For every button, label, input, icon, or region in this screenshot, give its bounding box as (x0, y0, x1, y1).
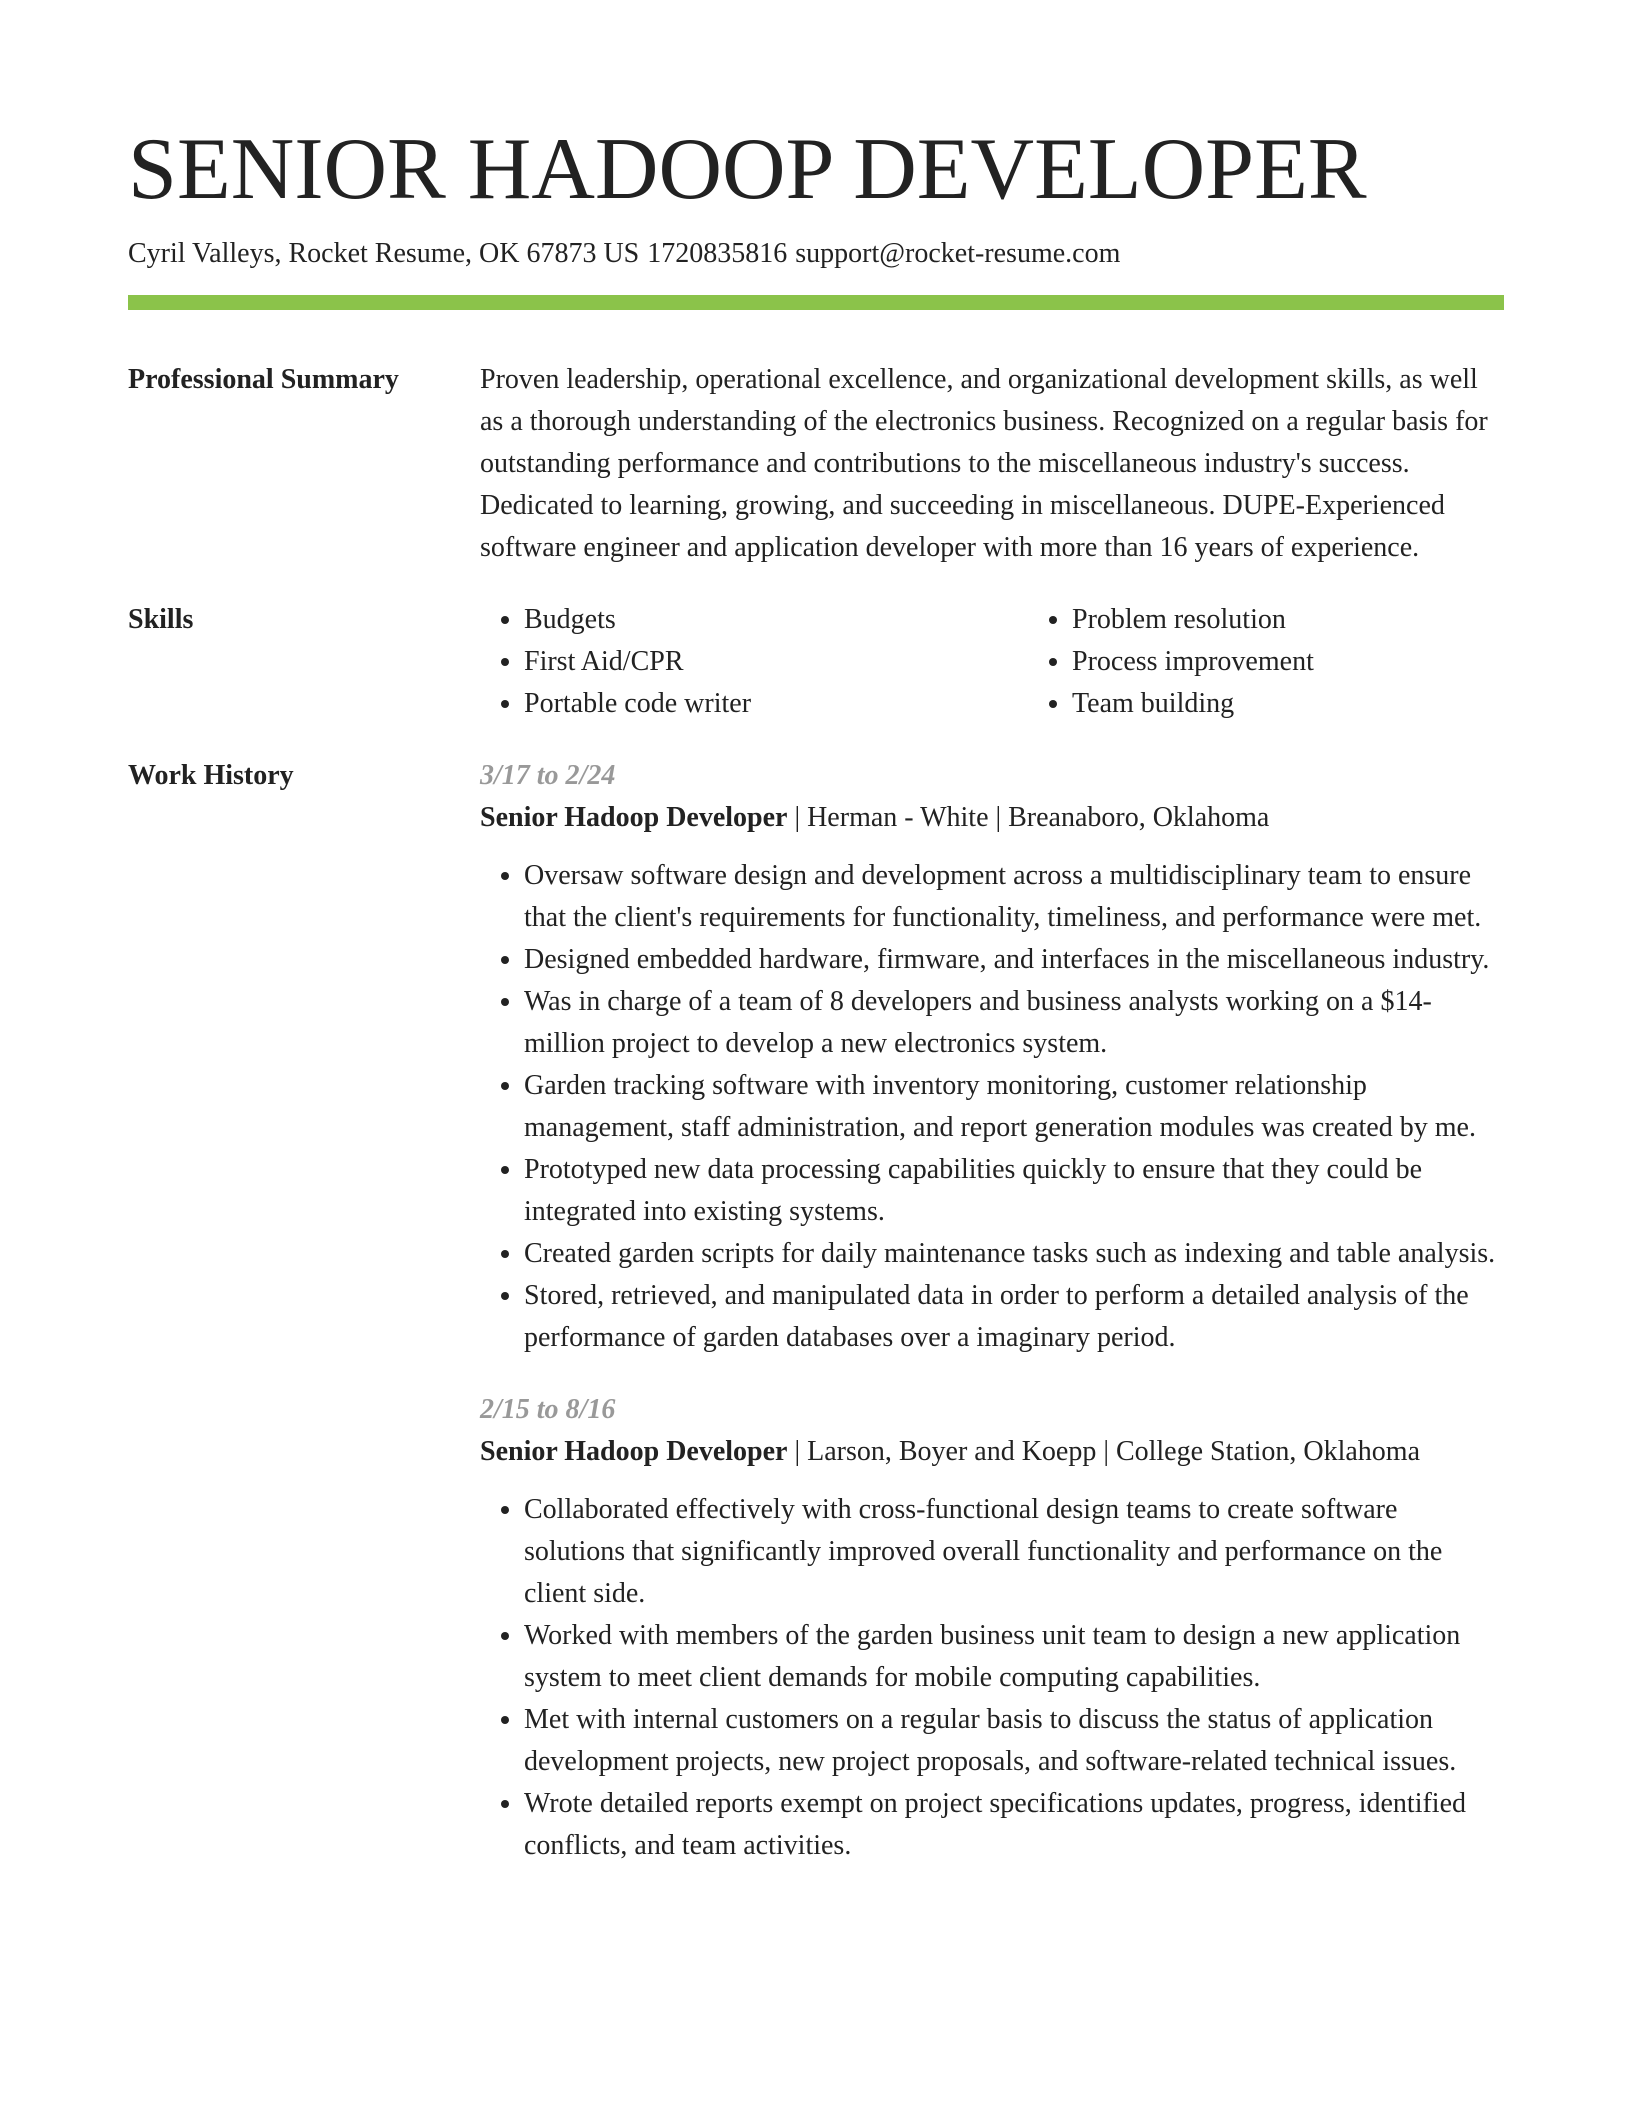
skills-section (128, 599, 1504, 725)
summary-label: Professional Summary (128, 364, 399, 395)
job-entry (480, 1389, 1504, 1867)
job-bullet: • Was in charge of a team of 8 developers and business analysts working on a $14-million project to develop a new electronics system. (524, 981, 1504, 1065)
job-bullet: • Stored, retrieved, and manipulated data in order to perform a detailed analysis of the performance of garden databases over a imaginary period. (524, 1275, 1504, 1359)
skills-grid (480, 599, 1576, 725)
work-history-section (128, 755, 1504, 1867)
job-dates: 3/17 to 2/24 (480, 760, 616, 791)
job-bullet: • Wrote detailed reports exempt on project specifications updates, progress, identified conflicts, and team activities. (524, 1783, 1504, 1867)
job-bullet: • Garden tracking software with inventory monitoring, customer relationship management, staff administration, and report generation modules was created by me. (524, 1065, 1504, 1149)
skill-item: • Process improvement (1072, 641, 1576, 683)
contact-email: support@rocket-resume.com (795, 238, 1121, 269)
contact-phone: 1720835816 (647, 238, 788, 269)
work-history-content (480, 755, 1504, 1867)
resume-name-heading: SENIOR HADOOP DEVELOPER (128, 121, 1367, 218)
job-details: | Herman - White | Breanaboro, Oklahoma (787, 802, 1270, 833)
skills-column-left (480, 599, 1028, 725)
skill-item: • First Aid/CPR (524, 641, 1028, 683)
contact-address: Cyril Valleys, Rocket Resume, OK 67873 US (128, 238, 640, 269)
job-bullet: • Worked with members of the garden business unit team to design a new application system to meet client demands for mobile computing capabilities. (524, 1615, 1504, 1699)
job-title: Senior Hadoop Developer (480, 802, 788, 833)
job-title-line (480, 797, 1504, 839)
work-history-label: Work History (128, 760, 294, 791)
skill-item: • Budgets (524, 599, 1028, 641)
summary-section (128, 359, 1504, 569)
job-bullet: • Prototyped new data processing capabilities quickly to ensure that they could be integrated into existing systems. (524, 1149, 1504, 1233)
summary-text: Proven leadership, operational excellence, and organizational development skills, as well as a thorough understanding of the electronics business. Recognized on a regular basis for outstanding performance and contributions to the miscellaneous industry's success. Dedicated to learning, growing, and succeeding in miscellaneous. DUPE-Experienced software engineer and application developer with more than 16 years of experience. (480, 364, 1488, 563)
job-dates: 2/15 to 8/16 (480, 1394, 616, 1425)
job-bullet: • Designed embedded hardware, firmware, and interfaces in the miscellaneous industry. (524, 939, 1504, 981)
skill-item: • Problem resolution (1072, 599, 1576, 641)
skill-item: • Team building (1072, 683, 1576, 725)
job-title: Senior Hadoop Developer (480, 1436, 788, 1467)
job-bullet: • Met with internal customers on a regular basis to discuss the status of application development projects, new project proposals, and software-related technical issues. (524, 1699, 1504, 1783)
job-bullet: • Oversaw software design and development across a multidisciplinary team to ensure that the client's requirements for functionality, timeliness, and performance were met. (524, 855, 1504, 939)
job-entry (480, 755, 1504, 1359)
job-bullet: • Created garden scripts for daily maintenance tasks such as indexing and table analysis. (524, 1233, 1504, 1275)
skills-label: Skills (128, 604, 194, 635)
skills-column-right (1028, 599, 1576, 725)
job-title-line (480, 1431, 1504, 1473)
job-bullets (480, 855, 1504, 1359)
skill-item: • Portable code writer (524, 683, 1028, 725)
job-bullets (480, 1489, 1504, 1867)
job-bullet: • Collaborated effectively with cross-functional design teams to create software solutions that significantly improved overall functionality and performance on the client side. (524, 1489, 1504, 1615)
contact-line (128, 234, 1504, 274)
header-divider (128, 295, 1504, 310)
job-details: | Larson, Boyer and Koepp | College Station, Oklahoma (787, 1436, 1421, 1467)
